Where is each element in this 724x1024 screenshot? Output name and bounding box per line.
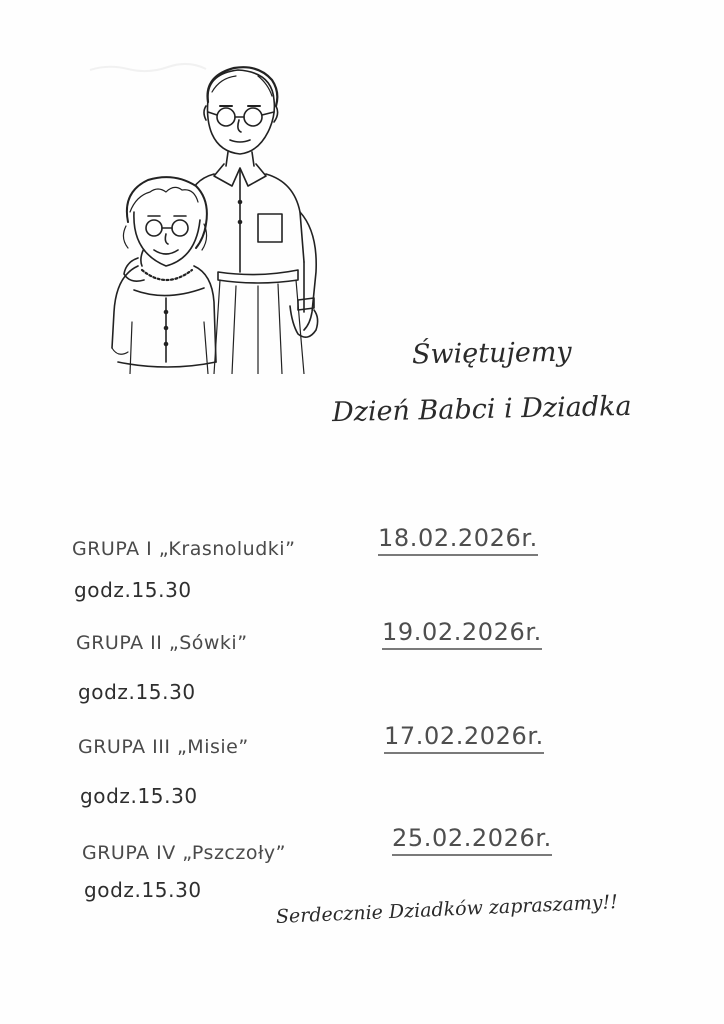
group-4-name-row [82, 842, 286, 864]
group-3-time: godz.15.30 [80, 784, 198, 808]
group-4-name: GRUPA IV „Pszczoły” [82, 842, 286, 864]
group-1-name: GRUPA I „Krasnoludki” [72, 538, 296, 560]
closing-invitation: Serdecznie Dziadków zapraszamy!! [275, 891, 619, 928]
group-2-name-row [76, 632, 248, 654]
title-line-2: Dzień Babci i Dziadka [331, 390, 632, 429]
group-1-name-row [72, 538, 295, 560]
group-2-name: GRUPA II „Sówki” [76, 632, 248, 654]
group-3-name-row [78, 736, 249, 758]
title-line-1: Świętujemy [411, 336, 572, 371]
group-3-date: 17.02.2026r. [384, 722, 544, 754]
group-4-date: 25.02.2026r. [392, 824, 552, 856]
grandmother-figure [112, 177, 216, 374]
group-2-time: godz.15.30 [78, 680, 196, 704]
grandparents-illustration [108, 62, 338, 374]
group-1-time: godz.15.30 [74, 578, 192, 602]
group-1-date: 18.02.2026r. [378, 524, 538, 556]
group-4-time: godz.15.30 [84, 878, 202, 902]
group-2-date: 19.02.2026r. [382, 618, 542, 650]
group-3-name: GRUPA III „Misie” [78, 736, 249, 758]
